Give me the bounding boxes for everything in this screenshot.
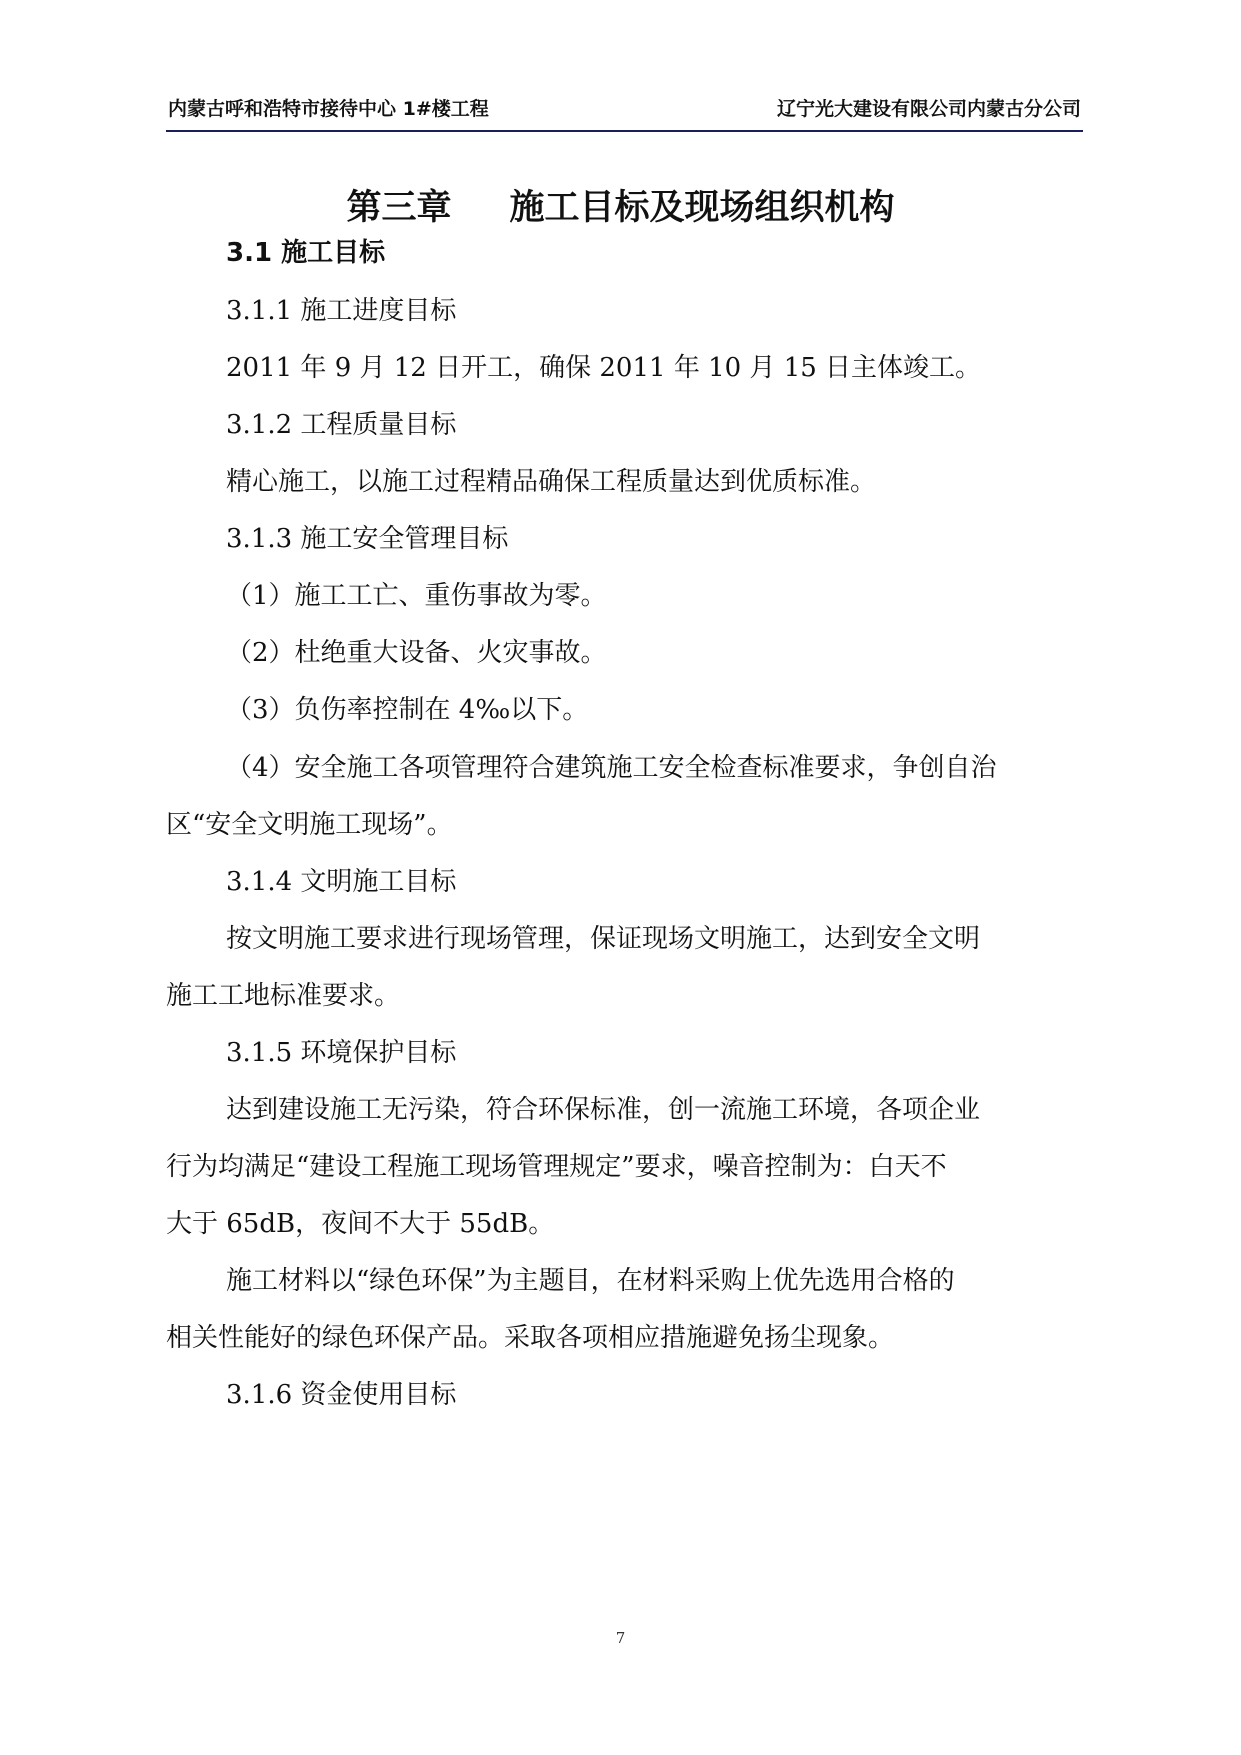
- list-item: （4）安全施工各项管理符合建筑施工安全检查标准要求，争创自治: [226, 753, 997, 783]
- header-company-name: 辽宁光大建设有限公司内蒙古分公司: [776, 98, 1081, 120]
- list-item: （3）负伤率控制在 4‰以下。: [226, 695, 589, 725]
- section-heading-3-1: 3.1 施工目标: [226, 238, 386, 268]
- page-number: 7: [615, 1629, 626, 1647]
- paragraph-line: 按文明施工要求进行现场管理，保证现场文明施工，达到安全文明: [226, 924, 981, 954]
- paragraph-line: 2011 年 9 月 12 日开工，确保 2011 年 10 月 15 日主体竣工。: [226, 353, 982, 383]
- subsection-heading-3-1-4: 3.1.4 文明施工目标: [226, 867, 457, 897]
- subsection-heading-3-1-1: 3.1.1 施工进度目标: [226, 296, 457, 326]
- page-header: [166, 92, 1083, 132]
- subsection-heading-3-1-6: 3.1.6 资金使用目标: [226, 1380, 457, 1410]
- paragraph-line: 相关性能好的绿色环保产品。采取各项相应措施避免扬尘现象。: [166, 1323, 895, 1353]
- chapter-title: [0, 183, 1241, 233]
- paragraph-line: 达到建设施工无污染，符合环保标准，创一流施工环境，各项企业: [226, 1095, 981, 1125]
- paragraph-line: 大于 65dB，夜间不大于 55dB。: [166, 1209, 555, 1239]
- paragraph-line: 施工工地标准要求。: [166, 981, 401, 1011]
- paragraph-line: 施工材料以“绿色环保”为主题目，在材料采购上优先选用合格的: [226, 1266, 955, 1296]
- subsection-heading-3-1-3: 3.1.3 施工安全管理目标: [226, 524, 509, 554]
- list-item-continuation: 区“安全文明施工现场”。: [166, 810, 453, 840]
- subsection-heading-3-1-5: 3.1.5 环境保护目标: [226, 1038, 457, 1068]
- paragraph-line: 行为均满足“建设工程施工现场管理规定”要求，噪音控制为：白天不: [166, 1152, 947, 1182]
- list-item: （1）施工工亡、重伤事故为零。: [226, 581, 607, 611]
- header-project-name: 内蒙古呼和浩特市接待中心 1#楼工程: [168, 98, 489, 120]
- list-item: （2）杜绝重大设备、火灾事故。: [226, 638, 607, 668]
- paragraph-line: 精心施工，以施工过程精品确保工程质量达到优质标准。: [226, 467, 877, 497]
- chapter-number: 第三章: [346, 188, 452, 228]
- chapter-heading: 施工目标及现场组织机构: [509, 188, 895, 228]
- subsection-heading-3-1-2: 3.1.2 工程质量目标: [226, 410, 457, 440]
